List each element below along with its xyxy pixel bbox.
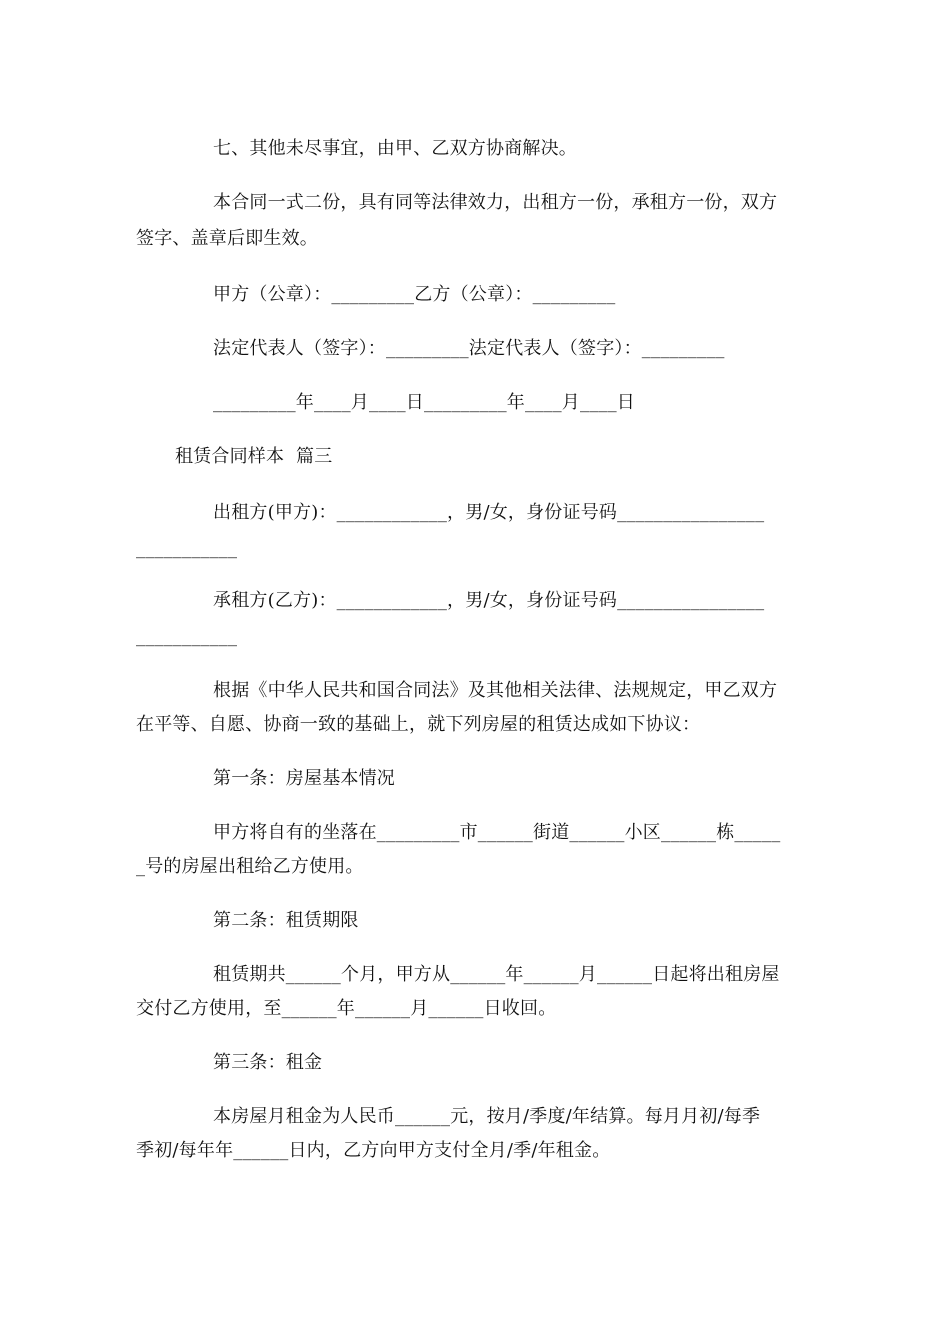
article1-line1: 甲方将自有的坐落在_________市______街道______小区______栋_____: [213, 822, 781, 843]
date-line: _________年____月____日_________年____月____日: [213, 392, 635, 413]
legal-basis-line1: 根据《中华人民共和国合同法》及其他相关法律、法规规定，甲乙双方: [213, 680, 778, 701]
lessee-line2: ___________: [136, 626, 238, 647]
section-title: 租赁合同样本 篇三: [175, 446, 333, 467]
lessor-line2: ___________: [136, 538, 238, 559]
article2-title: 第二条：租赁期限: [213, 910, 359, 931]
seal-line: 甲方（公章）：_________乙方（公章）：_________: [213, 284, 616, 305]
lessee-line1: 承租方(乙方)：____________，男/女，身份证号码________________: [213, 590, 765, 611]
article3-line1: 本房屋月租金为人民币______元，按月/季度/年结算。每月月初/每季: [213, 1106, 761, 1127]
article1-line2: _号的房屋出租给乙方使用。: [136, 856, 364, 877]
representative-signature-line: 法定代表人（签字）：_________法定代表人（签字）：_________: [213, 338, 725, 359]
article3-line2: 季初/每年年______日内，乙方向甲方支付全月/季/年租金。: [136, 1140, 611, 1161]
article2-line1: 租赁期共______个月，甲方从______年______月______日起将出租房屋: [213, 964, 780, 985]
other-matters-paragraph: 七、其他未尽事宜，由甲、乙双方协商解决。: [213, 138, 577, 159]
article2-line2: 交付乙方使用，至______年______月______日收回。: [136, 998, 557, 1019]
article1-title: 第一条：房屋基本情况: [213, 768, 395, 789]
legal-basis-line2: 在平等、自愿、协商一致的基础上，就下列房屋的租赁达成如下协议：: [136, 714, 701, 735]
lessor-line1: 出租方(甲方)：____________，男/女，身份证号码________________: [213, 502, 765, 523]
copies-paragraph-line2: 签字、盖章后即生效。: [136, 228, 318, 249]
article3-title: 第三条：租金: [213, 1052, 323, 1073]
copies-paragraph-line1: 本合同一式二份，具有同等法律效力，出租方一份，承租方一份，双方: [213, 192, 778, 213]
